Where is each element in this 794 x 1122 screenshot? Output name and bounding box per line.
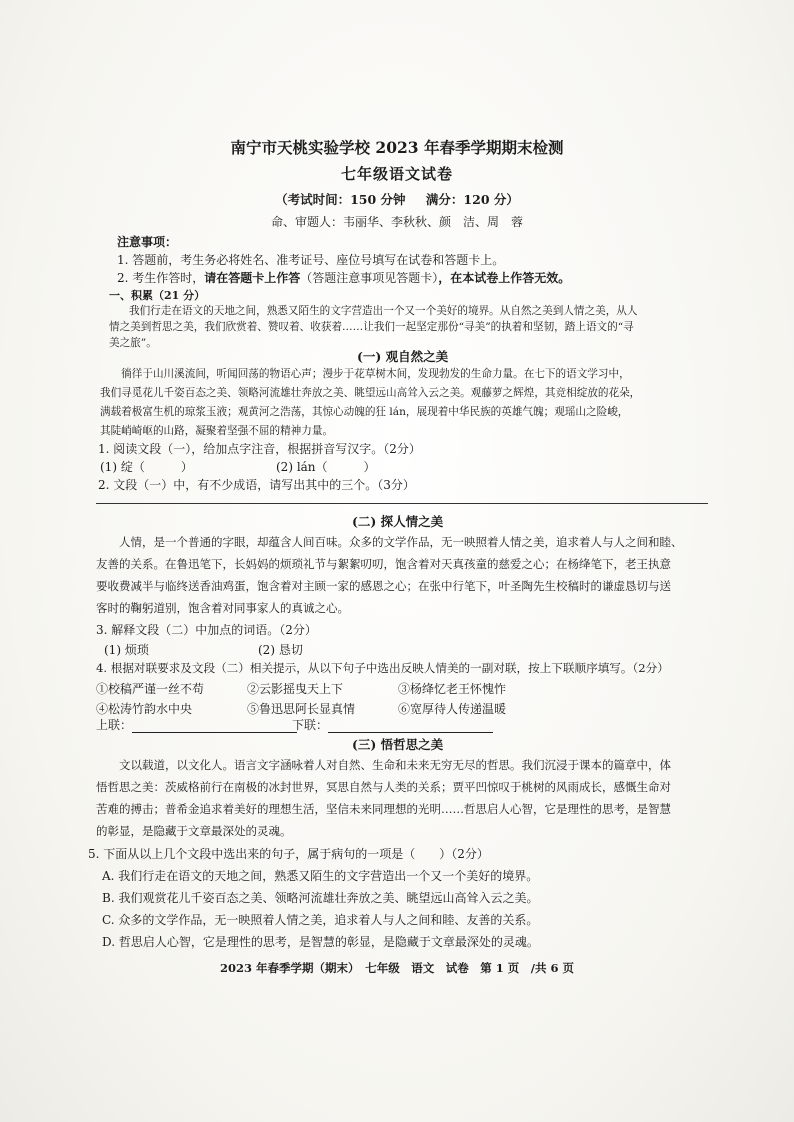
question-1-b: (2) lán（ ）	[276, 460, 376, 474]
part1-intro-3: 美之旅”。	[109, 337, 157, 349]
lower-couplet-label: 下联：	[292, 718, 329, 732]
option-4: ④松涛竹韵水中央	[96, 702, 193, 716]
section3-title: (三) 悟哲思之美	[352, 737, 444, 752]
section2-p1: 人情，是一个普通的字眼，却蕴含人间百味。众多的文学作品，无一映照着人情之美，追求着人与人之间和睦、	[96, 535, 683, 549]
option-2: ②云影摇曳天上下	[247, 682, 344, 696]
choice-c: C. 众多的文学作品，无一映照着人情之美，追求着人与人之间和睦、友善的关系。	[102, 913, 539, 927]
section3-p2: 悟哲思之美：茨威格前行在南极的冰封世界，冥思自然与人类的关系；贾平凹惊叹于桃树的风雨成长，感慨生命对	[96, 780, 671, 794]
lower-couplet-row	[292, 716, 493, 733]
choice-b: B. 我们观赏花儿千姿百态之美、领略河流雄壮奔放之美、眺望远山高耸入云之美。	[102, 891, 539, 905]
question-2: 2. 文段（一）中，有不少成语，请写出其中的三个。（3分）	[98, 478, 415, 492]
exam-authors: 命、审题人：韦丽华、李秋秋、颜 洁、周 蓉	[270, 215, 523, 229]
notes-item-2-b: 请在答题卡上作答	[204, 271, 301, 285]
page-footer: 2023 年春季学期（期末） 七年级 语文 试卷 第 1 页 /共 6 页	[220, 961, 574, 975]
exam-time: （考试时间：150 分钟	[275, 192, 406, 207]
choice-a: A. 我们行走在语文的天地之间，熟悉又陌生的文字营造出一个又一个美好的境界。	[102, 869, 539, 883]
notes-item-2	[117, 269, 570, 286]
upper-couplet-row	[96, 716, 297, 733]
notes-heading: 注意事项：	[117, 235, 178, 249]
lower-couplet-blank[interactable]	[328, 718, 493, 733]
notes-item-2-a: 2. 考生作答时，	[117, 271, 205, 285]
full-score: 满分：120 分）	[425, 192, 519, 207]
exam-title: 南宁市天桃实验学校 2023 年春季学期期末检测	[230, 138, 564, 157]
exam-subtitle: 七年级语文试卷	[340, 165, 453, 183]
question-3-b: (2) 恳切	[258, 643, 303, 657]
choice-d: D. 哲思启人心智，它是理性的思考，是智慧的彰显，是隐藏于文章最深处的灵魂。	[102, 935, 539, 949]
section2-p2: 友善的关系。在鲁迅笔下，长妈妈的烦琐礼节与絮絮叨叨，饱含着对天真孩童的慈爱之心；在杨绛笔下，老王执意	[96, 557, 671, 571]
section1-title: (一) 观自然之美	[357, 349, 449, 364]
question-4: 4. 根据对联要求及文段（二）相关提示，从以下句子中选出反映人情美的一副对联，按上下联顺序填写。（2分）	[96, 661, 669, 675]
question-3-a: (1) 烦琐	[104, 643, 149, 657]
option-1: ①校稿严谨一丝不苟	[96, 682, 205, 696]
notes-item-2-d: ，在本试卷上作答无效。	[438, 271, 571, 285]
section1-p1: 徜徉于山川溪流间，听闻回荡的物语心声；漫步于花草树木间，发现勃发的生命力量。在七下的语文学习中，	[100, 368, 630, 380]
section3-p3: 苦难的搏击；普希金追求着美好的理想生活，坚信未来同理想的光明……哲思启人心智，它是理性的思考，是智慧	[96, 802, 671, 816]
upper-couplet-label: 上联：	[96, 718, 133, 732]
part1-heading: 一、积累（21 分）	[109, 289, 206, 302]
option-5: ⑤鲁迅思阿长显真情	[247, 702, 356, 716]
notes-item-1: 1. 答题前，考生务必将姓名、准考证号、座位号填写在试卷和答题卡上。	[117, 253, 505, 267]
section1-p2: 我们寻觅花儿千姿百态之美、领略河流雄壮奔放之美、眺望远山高耸入云之美。观藤萝之辉煌，其竞相绽放的花朵，	[100, 387, 641, 399]
section2-p3: 要收费减半与临终送香油鸡蛋，饱含着对主顾一家的感恩之心；在张中行笔下，叶圣陶先生校稿时的谦虚恳切与送	[96, 579, 671, 593]
question-5: 5. 下面从以上几个文段中选出来的句子，属于病句的一项是（ ）（2分）	[88, 847, 489, 861]
section-divider	[96, 503, 708, 504]
question-1-a: (1) 绽（ ）	[100, 460, 193, 474]
part1-intro-2: 情之美到哲思之美，我们欣赏着、赞叹着、收获着……让我们一起坚定那份“寻美”的执着和坚韧，踏上语文的“寻	[109, 321, 634, 333]
section2-p4: 客时的鞠躬道别，饱含着对同事家人的真诚之心。	[96, 601, 349, 615]
exam-meta	[0, 190, 794, 208]
question-1: 1. 阅读文段（一），给加点字注音，根据拼音写汉字。（2分）	[98, 442, 421, 456]
section3-p1: 文以载道，以文化人。语言文字涵咏着人对自然、生命和未来无穷无尽的哲思。我们沉浸于课本的篇章中，体	[96, 758, 671, 772]
upper-couplet-blank[interactable]	[132, 718, 297, 733]
section1-p4: 其陡峭崎岖的山路，凝聚着坚强不屈的精神力量。	[100, 425, 334, 437]
section3-p4: 的彰显，是隐藏于文章最深处的灵魂。	[96, 824, 292, 838]
notes-item-2-c: （答题注意事项见答题卡）	[300, 271, 439, 285]
option-3: ③杨绛忆老王怀愧怍	[398, 682, 507, 696]
question-3: 3. 解释文段（二）中加点的词语。（2分）	[96, 623, 317, 637]
section1-p3: 满载着极富生机的琼浆玉液；观黄河之浩荡，其惊心动魄的狂 lán，展现着中华民族的英雄气魄；观瑶山之险峻，	[100, 406, 629, 418]
option-6: ⑥宽厚待人传递温暖	[398, 702, 507, 716]
part1-intro-1: 我们行走在语文的天地之间，熟悉又陌生的文字营造出一个又一个美好的境界。从自然之美到人情之美，从人	[129, 305, 638, 317]
section2-title: (二) 探人情之美	[352, 514, 444, 529]
